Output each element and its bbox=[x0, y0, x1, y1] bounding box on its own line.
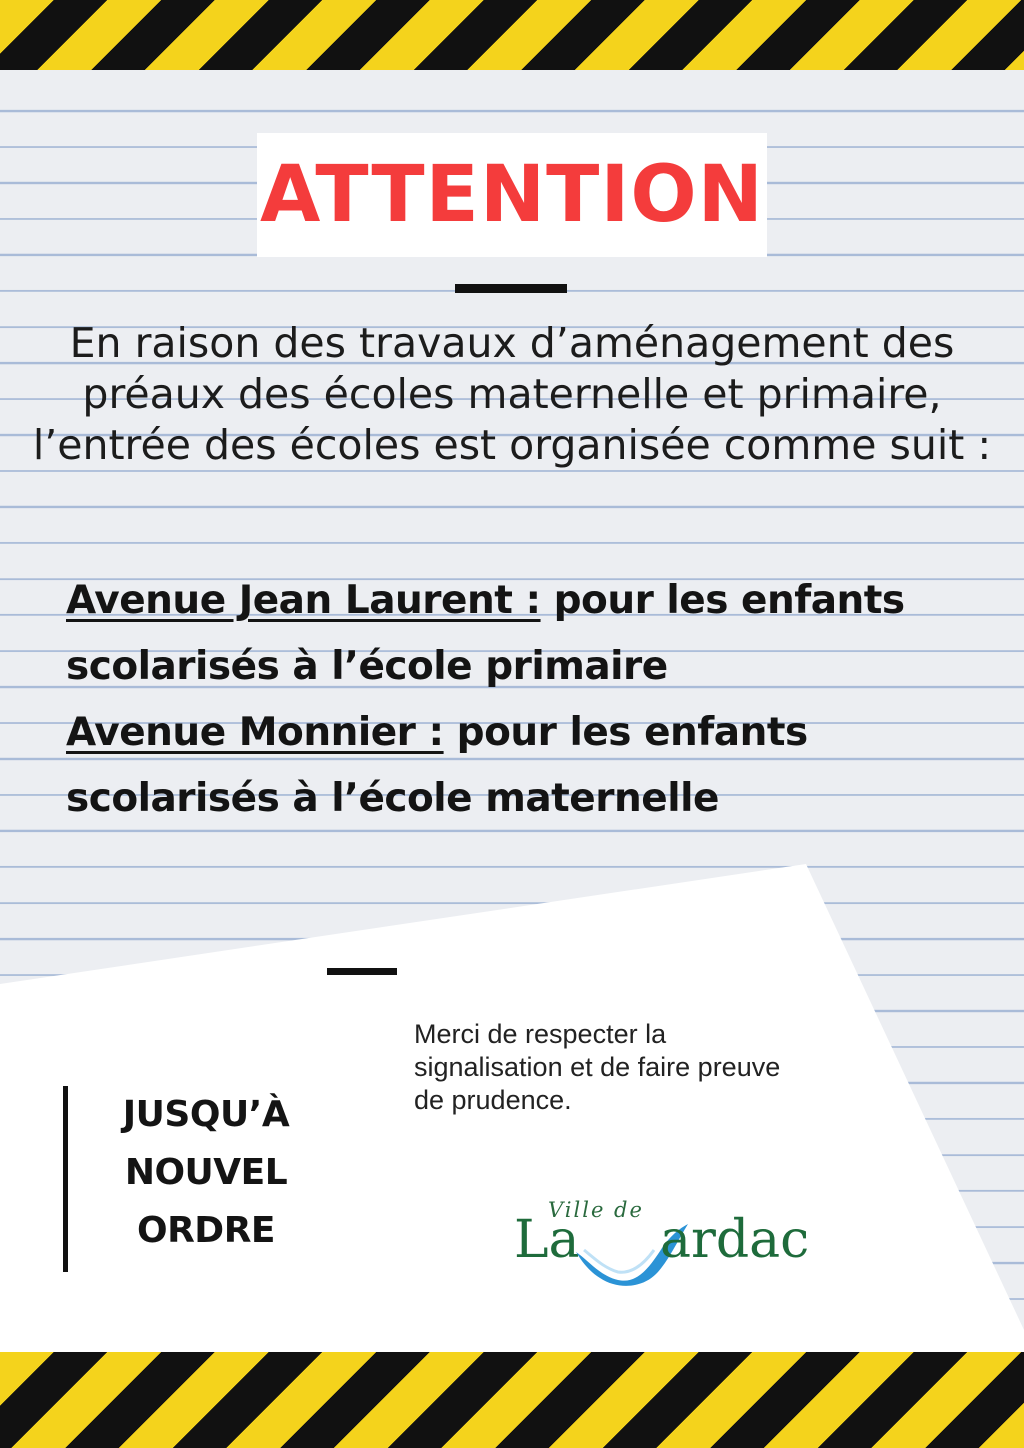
divider-middle bbox=[327, 968, 397, 975]
until-line: NOUVEL bbox=[124, 1152, 288, 1193]
until-line: ORDRE bbox=[136, 1210, 276, 1251]
until-line: JUSQU’À bbox=[122, 1094, 290, 1135]
route-street: Avenue Monnier : bbox=[66, 710, 444, 755]
title-box bbox=[257, 133, 767, 257]
hazard-stripe-top bbox=[0, 0, 1024, 70]
thanks-message: Merci de respecter la signalisation et de faire preuve de prudence. bbox=[414, 1019, 781, 1115]
logo-text-right: ardac bbox=[660, 1210, 810, 1270]
logo-small-text: Ville de bbox=[548, 1198, 644, 1222]
route-detail: pour les enfants scolarisés à l’école primaire bbox=[66, 578, 905, 689]
page-title: ATTENTION bbox=[260, 150, 764, 240]
intro-paragraph: En raison des travaux d’aménagement des préaux des écoles maternelle et primaire, l’entrée des écoles est organisée comme suit : bbox=[32, 319, 992, 469]
town-logo bbox=[510, 1196, 852, 1288]
routes-list bbox=[66, 568, 1006, 832]
vertical-bar bbox=[63, 1086, 68, 1272]
route-street: Avenue Jean Laurent : bbox=[66, 578, 541, 623]
route-item bbox=[66, 700, 1006, 832]
logo-text-left: La bbox=[514, 1210, 580, 1270]
hazard-stripe-bottom bbox=[0, 1352, 1024, 1448]
divider-top bbox=[455, 284, 567, 293]
until-notice bbox=[80, 1086, 332, 1260]
route-detail: pour les enfants scolarisés à l’école maternelle bbox=[66, 710, 808, 821]
route-item bbox=[66, 568, 1006, 700]
